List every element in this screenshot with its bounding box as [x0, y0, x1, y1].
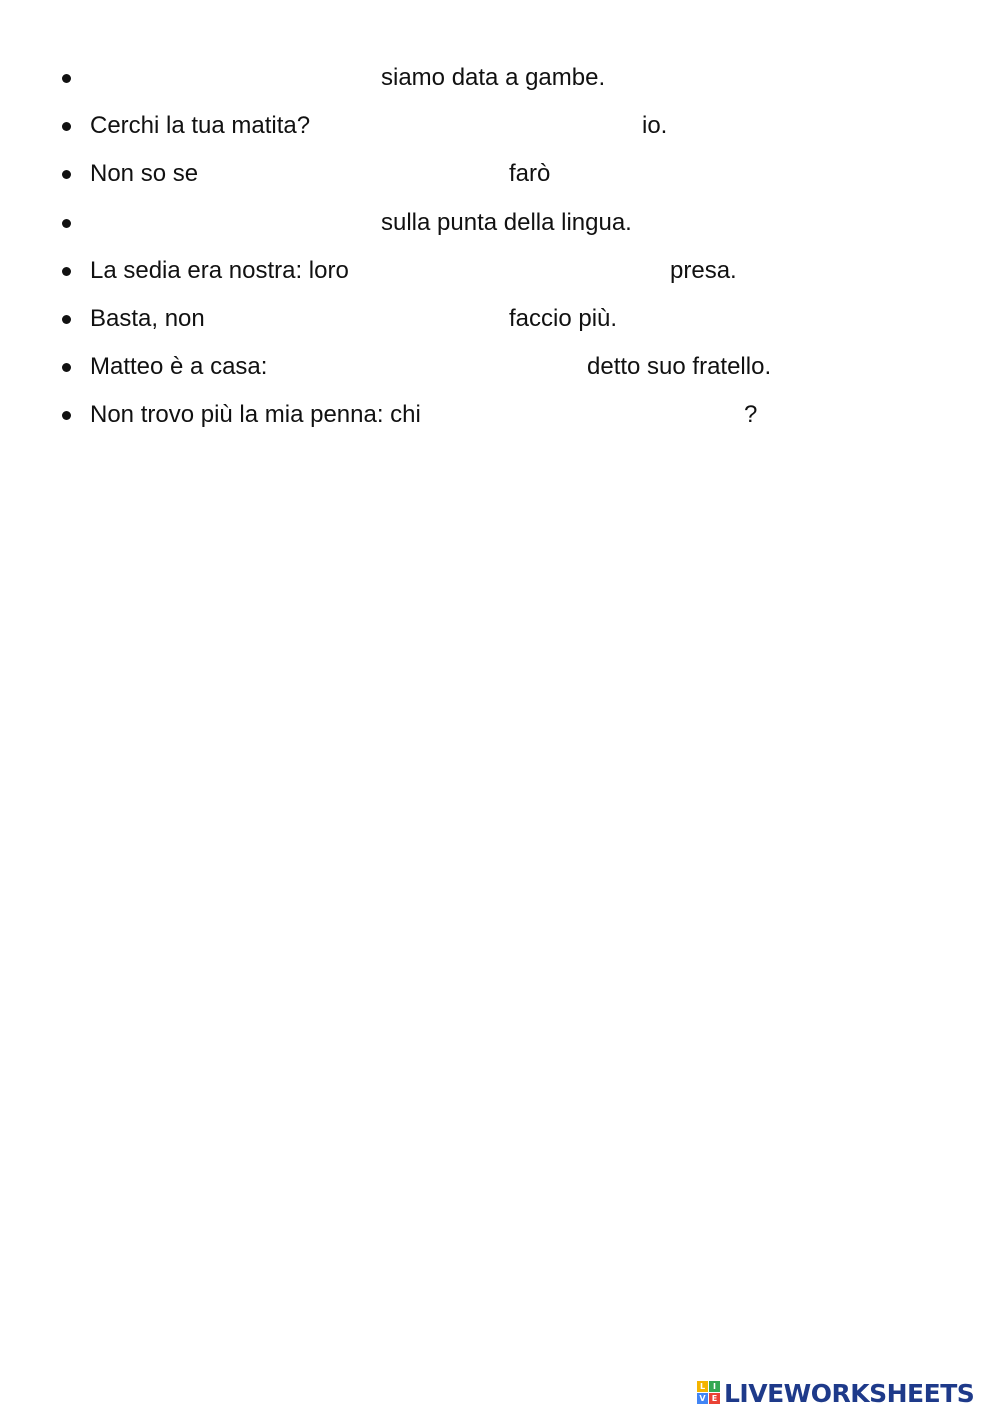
exercise-item — [0, 299, 1000, 339]
sentence-text: farò — [509, 160, 551, 187]
bullet-icon — [62, 122, 71, 131]
liveworksheets-logo-icon — [697, 1381, 721, 1405]
answer-blank[interactable] — [90, 62, 379, 96]
answer-blank[interactable] — [226, 303, 507, 337]
bullet-icon — [62, 267, 71, 276]
exercise-item — [0, 347, 1000, 387]
brand-name: LIVEWORKSHEETS — [724, 1378, 975, 1408]
answer-blank[interactable] — [468, 399, 742, 433]
answer-blank[interactable] — [218, 158, 507, 192]
sentence-text: La sedia era nostra: loro — [90, 257, 349, 284]
sentence-text: Matteo è a casa: — [90, 353, 268, 380]
sentence-text: ? — [744, 401, 758, 428]
exercise-item — [0, 58, 1000, 98]
exercise-item — [0, 106, 1000, 146]
sentence-text: Cerchi la tua matita? — [90, 112, 311, 139]
answer-blank[interactable] — [296, 351, 585, 385]
bullet-icon — [62, 315, 71, 324]
bullet-icon — [62, 219, 71, 228]
sentence-text: sulla punta della lingua. — [381, 209, 632, 236]
liveworksheets-logo — [697, 1376, 974, 1410]
bullet-icon — [62, 170, 71, 179]
logo-letter-e: E — [709, 1393, 720, 1404]
answer-blank[interactable] — [386, 255, 668, 289]
exercise-item — [0, 154, 1000, 194]
bullet-icon — [62, 363, 71, 372]
logo-letter-i: I — [709, 1381, 720, 1392]
answer-blank[interactable] — [90, 207, 379, 241]
sentence-text: Non trovo più la mia penna: chi — [90, 401, 421, 428]
sentence-text: Non so se — [90, 160, 199, 187]
logo-letter-v: V — [697, 1393, 708, 1404]
answer-blank[interactable] — [345, 110, 639, 144]
exercise-item — [0, 203, 1000, 243]
exercise-item — [0, 251, 1000, 291]
exercise-item — [0, 395, 1000, 435]
sentence-text: Basta, non — [90, 305, 205, 332]
sentence-text: detto suo fratello. — [587, 353, 772, 380]
sentence-text: presa. — [670, 257, 737, 284]
sentence-text: io. — [642, 112, 668, 139]
sentence-text: faccio più. — [509, 305, 618, 332]
logo-letter-l: L — [697, 1381, 708, 1392]
sentence-text: siamo data a gambe. — [381, 64, 606, 91]
bullet-icon — [62, 411, 71, 420]
bullet-icon — [62, 74, 71, 83]
